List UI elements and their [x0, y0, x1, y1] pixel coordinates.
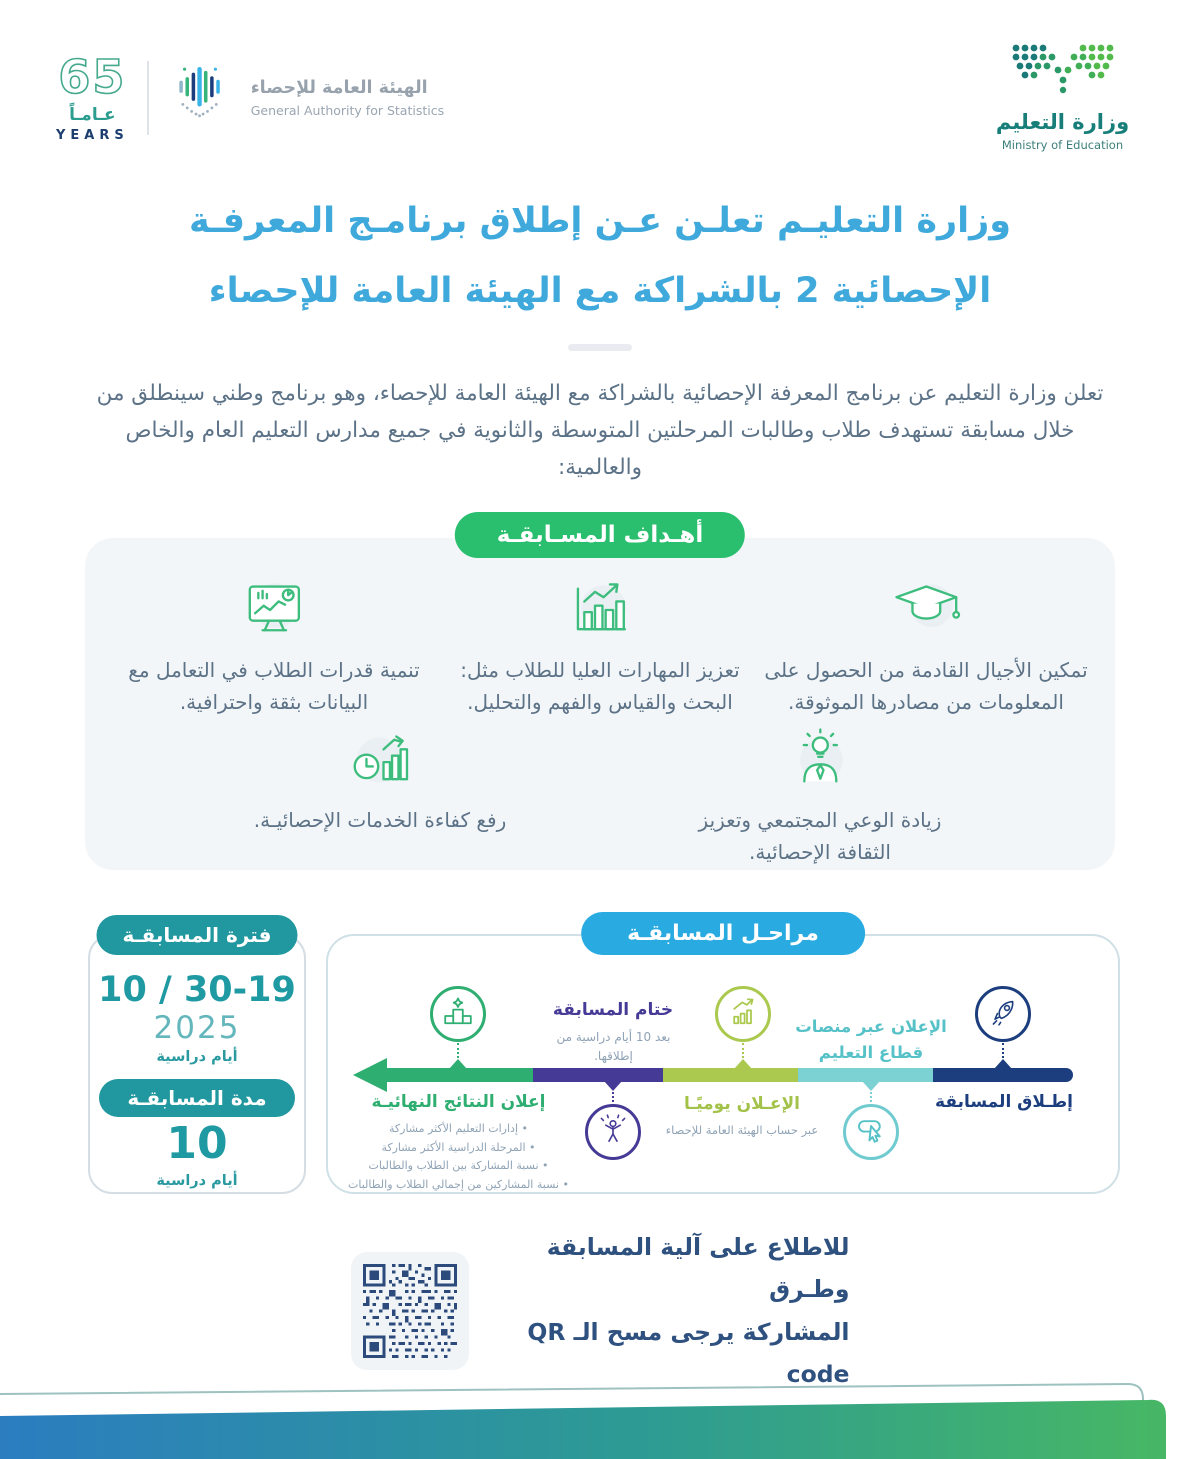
stage-label-launch: إطـلاق المسابقة — [935, 1092, 1073, 1112]
logo-divider — [147, 61, 149, 135]
podium-icon — [442, 996, 474, 1032]
stage-sub-closing: بعد 10 أيام دراسية من إطلاقها. — [556, 1030, 671, 1063]
timeline-segment-results — [385, 1068, 533, 1082]
title-line-1: وزارة التعليـم تعلـن عـن إطلاق برنامـج المعرفـة — [188, 201, 1012, 241]
timeline-segment-platforms — [798, 1068, 933, 1082]
timeline-segment-closing — [533, 1068, 663, 1082]
rocket-icon — [987, 996, 1019, 1032]
connector — [870, 1084, 872, 1102]
objectives-badge: أهـداف المسـابقـة — [455, 512, 745, 558]
growth-chart-icon — [727, 996, 759, 1032]
objective-item — [437, 578, 763, 718]
title-line-2: الإحصائية 2 بالشراكة مع الهيئة العامة للإحصاء — [208, 271, 992, 311]
stage-node-daily — [715, 986, 771, 1042]
stage-label-daily: الإعـلان يوميًـا — [684, 1094, 800, 1114]
timeline-arrow — [353, 1058, 387, 1092]
duration-value: 10 — [166, 1118, 228, 1169]
bottom-wave-band — [0, 1324, 1200, 1459]
objective-text: زيادة الوعي المجتمعي وتعزيز الثقافة الإحصائية. — [698, 808, 942, 864]
service-efficiency-icon — [343, 785, 418, 804]
stage-label-results: إعلان النتائج النهائيـة — [371, 1092, 546, 1112]
objective-text: تنمية قدرات الطلاب في التعامل مع البيانات بثقة واحترافية. — [128, 658, 420, 714]
period-dates: 10 / 30-19 — [98, 970, 296, 1010]
stage-label-platforms: الإعلان عبر منصات قطاع التعليم — [795, 1017, 947, 1062]
results-bullet: • نسبة المشاركة بين الطلاب والطالبات — [336, 1157, 581, 1176]
stage-node-results — [430, 986, 486, 1042]
years-label-en: YEARS — [56, 128, 129, 143]
results-bullets — [336, 1120, 581, 1195]
gastat-logo — [56, 48, 444, 148]
objectives-card — [85, 522, 1115, 870]
stages-box — [326, 921, 1120, 1194]
page-title — [100, 186, 1100, 326]
objective-item — [230, 728, 530, 868]
cursor-click-icon — [855, 1114, 887, 1150]
objective-item — [763, 578, 1089, 718]
connector — [1002, 1043, 1004, 1066]
objectives-row-2 — [85, 728, 1115, 868]
objective-text: تعزيز المهارات العليا للطلاب مثل: البحث والقياس والفهم والتحليل. — [460, 658, 740, 714]
intro-paragraph: تعلن وزارة التعليم عن برنامج المعرفة الإحصائية بالشراكة مع الهيئة العامة للإحصاء، وهو برنامج وطني سينطلق من خلال مسابقة تستهدف طلاب وطالبات المرحلتين المتوسطة والثانوية في جميع مدارس التعليم العام والخاص والعالمية: — [96, 381, 1104, 480]
gastat-wordmark — [251, 78, 444, 118]
moe-logo — [975, 40, 1150, 152]
timeline-segment-launch — [933, 1068, 1073, 1082]
duration-badge: مدة المسابقـة — [99, 1079, 294, 1117]
graduation-cap-icon — [889, 635, 964, 654]
stage-node-closing — [585, 1104, 641, 1160]
objective-item — [670, 728, 970, 868]
moe-name-ar: وزارة التعليم — [995, 110, 1130, 134]
objective-text: رفع كفاءة الخدمات الإحصائيـة. — [253, 808, 507, 832]
objectives-row-1 — [85, 578, 1115, 718]
period-box — [88, 923, 306, 1194]
years-label-ar: عـامـاً — [69, 105, 116, 125]
moe-emblem-icon — [996, 89, 1130, 108]
gastat-name-en: General Authority for Statistics — [250, 103, 445, 118]
years-number: 65 — [58, 50, 127, 104]
stage-node-launch — [975, 986, 1031, 1042]
results-bullet: • المرحلة الدراسية الأكثر مشاركة — [336, 1139, 581, 1158]
qr-caption-line-2: المشاركة يرجى مسح الـ QR code — [527, 1317, 850, 1388]
monitor-analytics-icon — [237, 635, 312, 654]
connector — [612, 1084, 614, 1102]
stage-node-platforms — [843, 1104, 899, 1160]
gastat-name-ar: الهيئة العامة للإحصاء — [250, 78, 428, 98]
connector — [457, 1043, 459, 1066]
stage-label-closing: ختام المسابقة — [552, 1000, 674, 1020]
title-divider — [568, 344, 632, 351]
qr-caption-line-1: للاطلاع على آلية المسابقة وطـرق — [546, 1233, 850, 1304]
connector — [742, 1043, 744, 1066]
period-badge: فترة المسابقـة — [97, 915, 298, 955]
objective-item — [111, 578, 437, 718]
results-bullet: • إدارات التعليم الأكثر مشاركة — [336, 1120, 581, 1139]
stage-sub-daily: عبر حساب الهيئة العامة للإحصاء — [665, 1123, 819, 1137]
period-year: 2025 — [153, 1010, 241, 1046]
gastat-65-years — [56, 50, 129, 143]
gastat-mark-icon — [167, 57, 233, 139]
celebration-icon — [597, 1114, 629, 1150]
timeline-segment-daily — [663, 1068, 798, 1082]
objective-text: تمكين الأجيال القادمة من الحصول على المعلومات من مصادرها الموثوقة. — [764, 658, 1088, 714]
duration-unit: أيام دراسية — [156, 1172, 238, 1189]
community-awareness-icon — [783, 785, 858, 804]
bar-chart-growth-icon — [563, 635, 638, 654]
stages-badge: مراحـل المسابقـة — [581, 912, 865, 955]
moe-name-en: Ministry of Education — [1001, 138, 1124, 152]
results-bullet: • نسبة المشاركين من إجمالي الطلاب والطالبات — [336, 1176, 581, 1195]
period-unit: أيام دراسية — [156, 1049, 238, 1065]
